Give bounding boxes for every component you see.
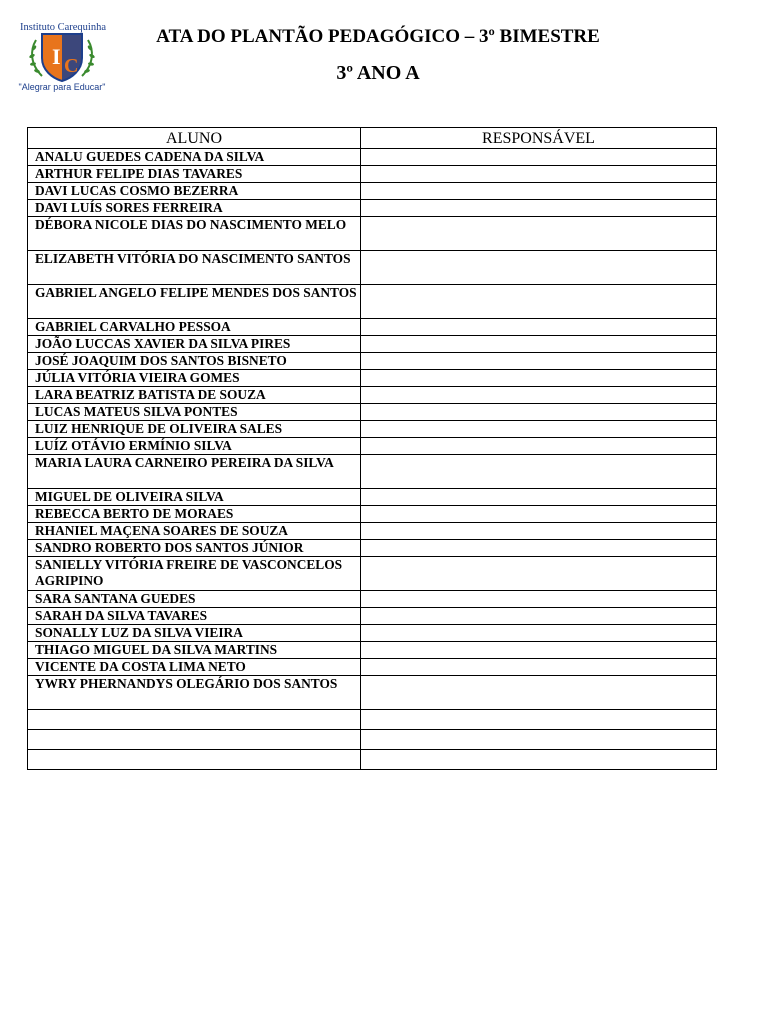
table-row — [28, 217, 717, 251]
table-row — [28, 438, 717, 455]
student-name-cell: GABRIEL CARVALHO PESSOA — [28, 319, 361, 336]
student-name-cell: ARTHUR FELIPE DIAS TAVARES — [28, 166, 361, 183]
student-name-cell: JOSÉ JOAQUIM DOS SANTOS BISNETO — [28, 353, 361, 370]
student-name-cell: ANALU GUEDES CADENA DA SILVA — [28, 149, 361, 166]
guardian-signature-cell[interactable] — [361, 251, 717, 285]
student-name-cell: REBECCA BERTO DE MORAES — [28, 506, 361, 523]
student-name-cell: DÉBORA NICOLE DIAS DO NASCIMENTO MELO — [28, 217, 361, 251]
student-name-cell: DAVI LUÍS SORES FERREIRA — [28, 200, 361, 217]
table-row — [28, 251, 717, 285]
student-name-cell: LUCAS MATEUS SILVA PONTES — [28, 404, 361, 421]
student-name-cell: SARAH DA SILVA TAVARES — [28, 608, 361, 625]
guardian-signature-cell[interactable] — [361, 591, 717, 608]
student-name-cell: ELIZABETH VITÓRIA DO NASCIMENTO SANTOS — [28, 251, 361, 285]
empty-guardian-cell[interactable] — [361, 750, 717, 770]
guardian-signature-cell[interactable] — [361, 557, 717, 591]
guardian-signature-cell[interactable] — [361, 676, 717, 710]
empty-student-cell[interactable] — [28, 710, 361, 730]
attendance-table — [27, 127, 717, 770]
student-name-cell: JÚLIA VITÓRIA VIEIRA GOMES — [28, 370, 361, 387]
guardian-signature-cell[interactable] — [361, 540, 717, 557]
guardian-signature-cell[interactable] — [361, 642, 717, 659]
student-name-cell: YWRY PHERNANDYS OLEGÁRIO DOS SANTOS — [28, 676, 361, 710]
table-row — [28, 676, 717, 710]
student-name-cell: SANIELLY VITÓRIA FREIRE DE VASCONCELOS AGRIPINO — [28, 557, 361, 591]
empty-guardian-cell[interactable] — [361, 730, 717, 750]
table-row — [28, 183, 717, 200]
logo-motto: "Alegrar para Educar" — [18, 82, 106, 92]
student-name-cell: LUIZ HENRIQUE DE OLIVEIRA SALES — [28, 421, 361, 438]
table-row — [28, 353, 717, 370]
guardian-signature-cell[interactable] — [361, 625, 717, 642]
table-row — [28, 523, 717, 540]
guardian-signature-cell[interactable] — [361, 336, 717, 353]
student-name-cell: SONALLY LUZ DA SILVA VIEIRA — [28, 625, 361, 642]
svg-text:C: C — [64, 55, 79, 77]
student-name-cell: DAVI LUCAS COSMO BEZERRA — [28, 183, 361, 200]
guardian-signature-cell[interactable] — [361, 183, 717, 200]
table-body — [28, 149, 717, 770]
table-row — [28, 557, 717, 591]
table-row — [28, 370, 717, 387]
table-row — [28, 285, 717, 319]
table-row — [28, 489, 717, 506]
table-row — [28, 455, 717, 489]
student-name-cell: THIAGO MIGUEL DA SILVA MARTINS — [28, 642, 361, 659]
guardian-signature-cell[interactable] — [361, 370, 717, 387]
empty-table-row — [28, 710, 717, 730]
school-logo — [6, 20, 118, 98]
student-name-cell: GABRIEL ANGELO FELIPE MENDES DOS SANTOS — [28, 285, 361, 319]
guardian-signature-cell[interactable] — [361, 608, 717, 625]
empty-guardian-cell[interactable] — [361, 710, 717, 730]
guardian-signature-cell[interactable] — [361, 404, 717, 421]
guardian-signature-cell[interactable] — [361, 285, 717, 319]
header-aluno: ALUNO — [28, 128, 361, 149]
table-row — [28, 149, 717, 166]
document-title: ATA DO PLANTÃO PEDAGÓGICO – 3º BIMESTRE — [156, 26, 600, 47]
student-name-cell: MARIA LAURA CARNEIRO PEREIRA DA SILVA — [28, 455, 361, 489]
table-row — [28, 608, 717, 625]
table-header-row — [28, 128, 717, 149]
guardian-signature-cell[interactable] — [361, 523, 717, 540]
table-row — [28, 591, 717, 608]
table-row — [28, 166, 717, 183]
student-name-cell: JOÃO LUCCAS XAVIER DA SILVA PIRES — [28, 336, 361, 353]
table-row — [28, 387, 717, 404]
table-row — [28, 336, 717, 353]
table-row — [28, 421, 717, 438]
student-name-cell: MIGUEL DE OLIVEIRA SILVA — [28, 489, 361, 506]
svg-text:I: I — [52, 44, 61, 69]
guardian-signature-cell[interactable] — [361, 166, 717, 183]
empty-table-row — [28, 730, 717, 750]
student-name-cell: RHANIEL MAÇENA SOARES DE SOUZA — [28, 523, 361, 540]
table-row — [28, 625, 717, 642]
empty-student-cell[interactable] — [28, 750, 361, 770]
student-name-cell: SANDRO ROBERTO DOS SANTOS JÚNIOR — [28, 540, 361, 557]
guardian-signature-cell[interactable] — [361, 200, 717, 217]
guardian-signature-cell[interactable] — [361, 353, 717, 370]
logo-school-name: Instituto Carequinha — [19, 22, 107, 33]
table-row — [28, 319, 717, 336]
student-name-cell: LUÍZ OTÁVIO ERMÍNIO SILVA — [28, 438, 361, 455]
guardian-signature-cell[interactable] — [361, 455, 717, 489]
student-name-cell: VICENTE DA COSTA LIMA NETO — [28, 659, 361, 676]
guardian-signature-cell[interactable] — [361, 421, 717, 438]
guardian-signature-cell[interactable] — [361, 387, 717, 404]
guardian-signature-cell[interactable] — [361, 217, 717, 251]
table-row — [28, 659, 717, 676]
shield-crest-icon — [28, 32, 96, 82]
guardian-signature-cell[interactable] — [361, 489, 717, 506]
class-subtitle: 3º ANO A — [336, 62, 420, 84]
empty-student-cell[interactable] — [28, 730, 361, 750]
table-row — [28, 642, 717, 659]
guardian-signature-cell[interactable] — [361, 438, 717, 455]
table-row — [28, 540, 717, 557]
table-row — [28, 200, 717, 217]
student-name-cell: LARA BEATRIZ BATISTA DE SOUZA — [28, 387, 361, 404]
table-row — [28, 506, 717, 523]
guardian-signature-cell[interactable] — [361, 149, 717, 166]
header-responsavel: RESPONSÁVEL — [361, 128, 717, 149]
table-row — [28, 404, 717, 421]
guardian-signature-cell[interactable] — [361, 319, 717, 336]
student-name-cell: SARA SANTANA GUEDES — [28, 591, 361, 608]
guardian-signature-cell[interactable] — [361, 659, 717, 676]
empty-table-row — [28, 750, 717, 770]
guardian-signature-cell[interactable] — [361, 506, 717, 523]
